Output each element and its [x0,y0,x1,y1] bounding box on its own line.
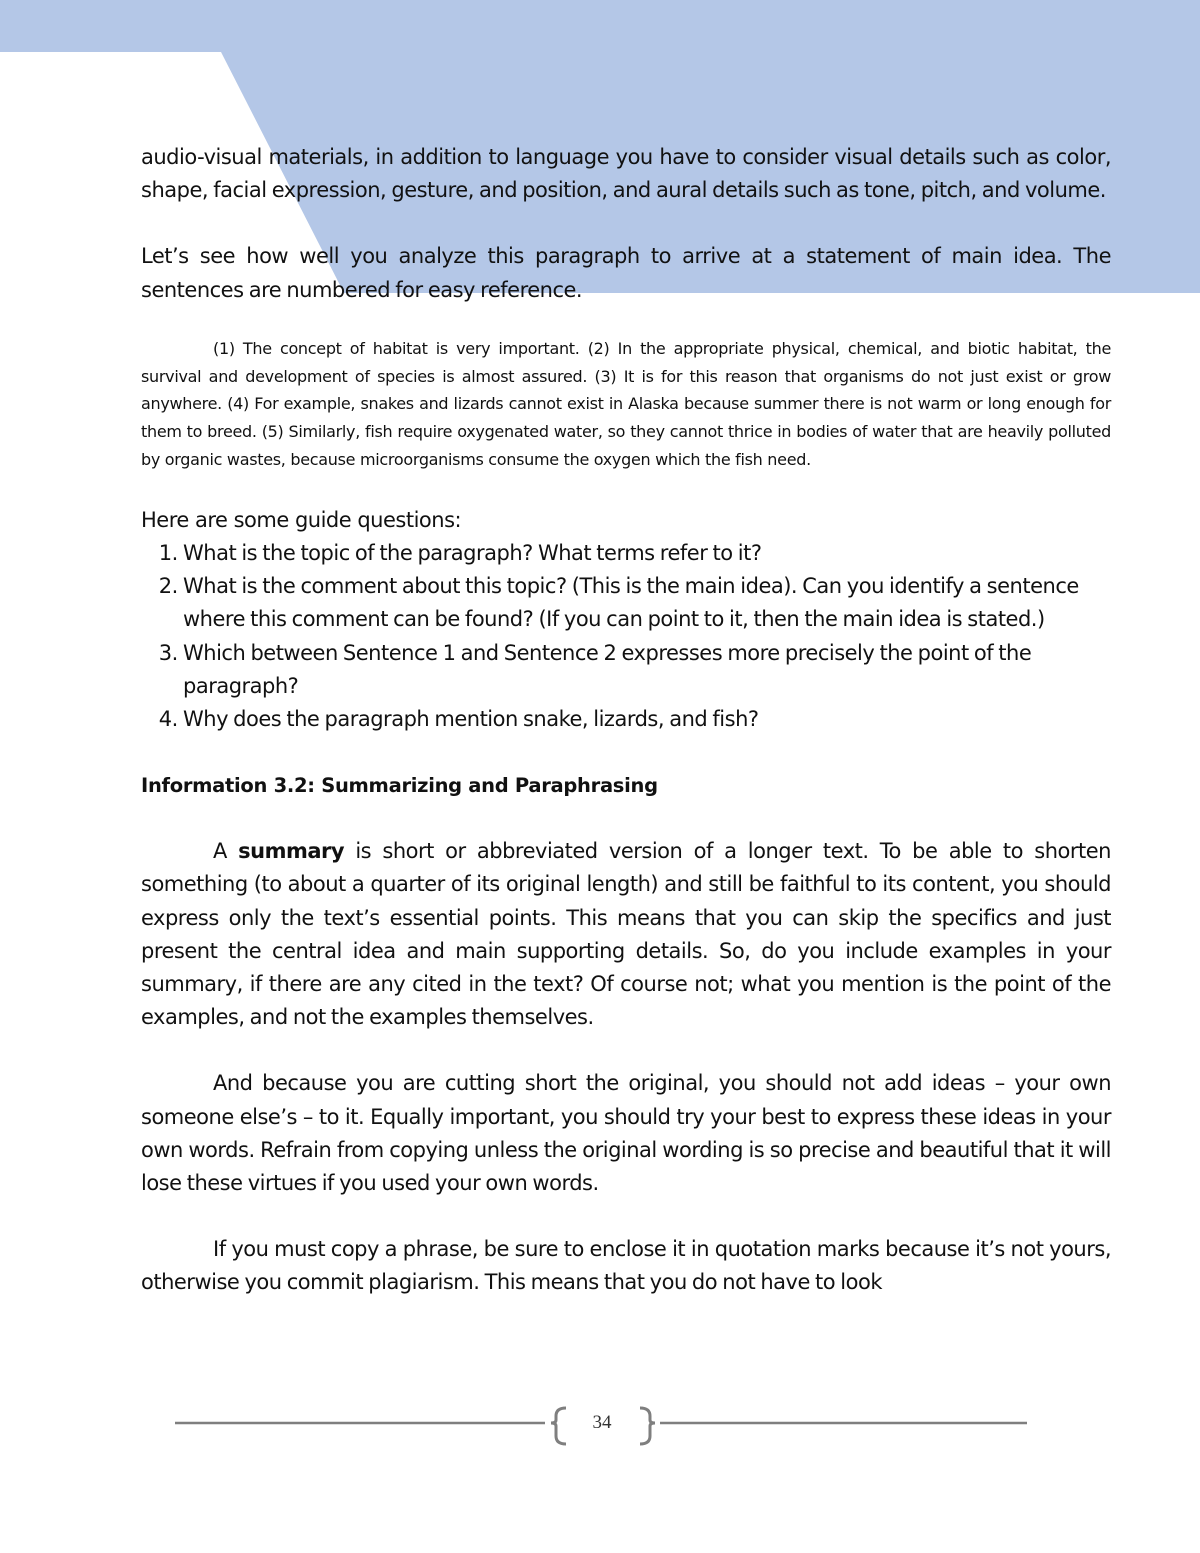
guide-question: 1. What is the topic of the paragraph? What terms refer to it? [183,537,1111,570]
habitat-quote: (1) The concept of habitat is very important. (2) In the appropriate physical, chemical, and biotic habitat, the survival and development of species is almost assured. (3) It is for this reason that organisms do not just exist or grow anywhere. (4) For example, snakes and lizards cannot exist in Alaska because summer there is not warm or long enough for them to breed. (5) Similarly, fish require oxygenated water, so they cannot thrice in bodies of water that are heavily polluted by organic wastes, because microorganisms consume the oxygen which the fish need. [141,338,1111,469]
left-brace-icon [551,1408,566,1444]
guide-question: 2. What is the comment about this topic? (This is the main idea). Can you identify a sentence where this comment can be found? (If you can point to it, then the main idea is stated.) [183,570,1111,636]
guide-question: 4. Why does the paragraph mention snake, lizards, and fish? [183,703,1111,736]
cutting-short-paragraph: And because you are cutting short the original, you should not add ideas – your own someone else’s – to it. Equally important, you should try your best to express these ideas in your own words. Refrain from copying unless the original wording is so precise and beautiful that it will lose these virtues if you used your own words. [141,1071,1111,1196]
guide-questions-intro: Here are some guide questions: [141,507,462,532]
guide-questions-list [141,537,1111,736]
intro-paragraph: audio-visual materials, in addition to language you have to consider visual details such as color, shape, facial expression, gesture, and position, and aural details such as tone, pitch, and volume. [141,145,1111,203]
section-heading: Information 3.2: Summarizing and Paraphrasing [141,774,658,798]
summary-paragraph [141,835,1111,1034]
right-brace-icon [640,1408,655,1444]
summary-text: is short or abbreviated version of a longer text. To be able to shorten something (to about a quarter of its original length) and still be faithful to its content, you should express only the text’s essential points. This means that you can skip the specifics and just present the central idea and main supporting details. So, do you include examples in your summary, if there are any cited in the text? Of course not; what you mention is the point of the examples, and not the examples themselves. [141,839,1111,1030]
summary-term: summary [238,839,345,864]
summary-lead: A [213,839,239,864]
copy-phrase-paragraph: If you must copy a phrase, be sure to enclose it in quotation marks because it’s not yours, otherwise you commit plagiarism. This means that you do not have to look [141,1237,1111,1295]
analyze-paragraph: Let’s see how well you analyze this paragraph to arrive at a statement of main idea. The sentences are numbered for easy reference. [141,244,1111,302]
page-number: 34 [592,1412,612,1433]
guide-question: 3. Which between Sentence 1 and Sentence 2 expresses more precisely the point of the paragraph? [183,637,1111,703]
page-content [141,141,1111,1300]
